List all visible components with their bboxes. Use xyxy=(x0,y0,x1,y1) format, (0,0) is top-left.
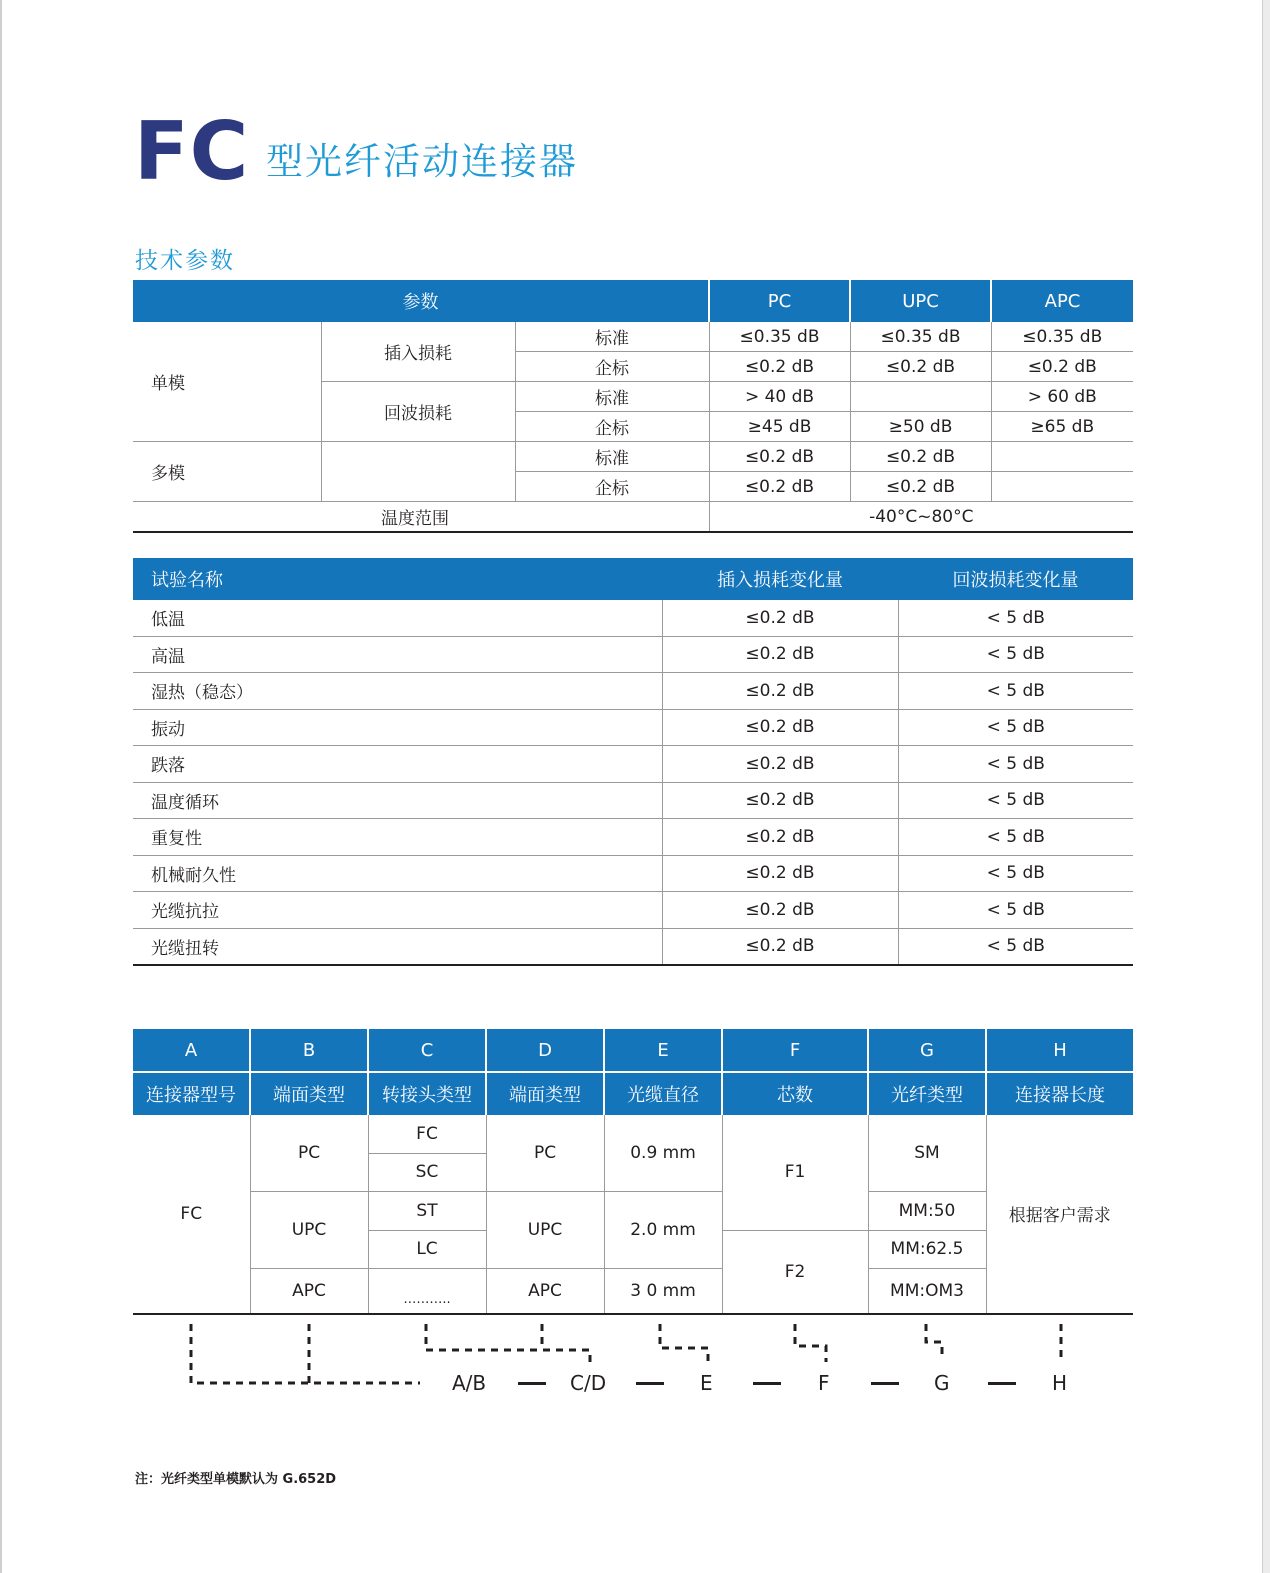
col-letter-c: C xyxy=(368,1029,486,1072)
upc-cell: ≤0.35 dB xyxy=(850,322,991,352)
col-letter-h: H xyxy=(986,1029,1133,1072)
std-cell: 企标 xyxy=(515,472,709,502)
col-letter-f: F xyxy=(722,1029,868,1072)
rl-change: < 5 dB xyxy=(898,709,1133,746)
cable-diameter-cell: 0.9 mm xyxy=(604,1115,722,1192)
single-mode-label: 单模 xyxy=(133,322,321,442)
connector-model-cell: FC xyxy=(133,1115,250,1314)
adapter-cell: SC xyxy=(368,1153,486,1192)
rl-change: < 5 dB xyxy=(898,782,1133,819)
code-cd: C/D xyxy=(570,1371,607,1395)
rl-change: < 5 dB xyxy=(898,892,1133,929)
cable-diameter-cell: 2.0 mm xyxy=(604,1192,722,1269)
insertion-loss-label: 插入损耗 xyxy=(321,322,515,382)
fiber-type-cell: MM:OM3 xyxy=(868,1269,986,1314)
col-letter-b: B xyxy=(250,1029,368,1072)
il-change: ≤0.2 dB xyxy=(662,746,898,783)
connector-length-cell: 根据客户需求 xyxy=(986,1115,1133,1314)
endface-d-cell: PC xyxy=(486,1115,604,1192)
apc-cell xyxy=(991,472,1133,502)
apc-cell: ≤0.2 dB xyxy=(991,352,1133,382)
endface-d-cell: APC xyxy=(486,1269,604,1314)
il-change: ≤0.2 dB xyxy=(662,855,898,892)
col-label-a: 连接器型号 xyxy=(133,1072,250,1115)
rl-change: < 5 dB xyxy=(898,636,1133,673)
return-loss-label: 回波损耗 xyxy=(321,382,515,442)
core-count-cell: F2 xyxy=(722,1230,868,1314)
fiber-type-cell: MM:62.5 xyxy=(868,1230,986,1269)
test-name: 湿热（稳态） xyxy=(133,673,662,710)
col-label-c: 转接头类型 xyxy=(368,1072,486,1115)
code-h: H xyxy=(1052,1371,1068,1395)
pc-cell: ≥45 dB xyxy=(709,412,850,442)
code-e: E xyxy=(700,1371,713,1395)
il-change: ≤0.2 dB xyxy=(662,892,898,929)
adapter-cell: ST xyxy=(368,1192,486,1231)
col-label-e: 光缆直径 xyxy=(604,1072,722,1115)
apc-cell: ≤0.35 dB xyxy=(991,322,1133,352)
section-title: 技术参数 xyxy=(135,248,235,274)
header-upc: UPC xyxy=(850,280,991,322)
footnote: 注：光纤类型单模默认为 G.652D xyxy=(135,1472,337,1487)
upc-cell: ≥50 dB xyxy=(850,412,991,442)
endface-b-cell: PC xyxy=(250,1115,368,1192)
rl-change: < 5 dB xyxy=(898,600,1133,636)
code-separator xyxy=(988,1382,1016,1385)
pc-cell: ≤0.2 dB xyxy=(709,352,850,382)
code-separator xyxy=(753,1382,781,1385)
il-change: ≤0.2 dB xyxy=(662,782,898,819)
rl-change: < 5 dB xyxy=(898,819,1133,856)
test-table xyxy=(133,558,1133,966)
col-label-g: 光纤类型 xyxy=(868,1072,986,1115)
header-param: 参数 xyxy=(133,280,709,322)
rl-change: < 5 dB xyxy=(898,673,1133,710)
il-change: ≤0.2 dB xyxy=(662,819,898,856)
col-letter-a: A xyxy=(133,1029,250,1072)
code-separator xyxy=(636,1382,664,1385)
upc-cell xyxy=(850,382,991,412)
code-f: F xyxy=(818,1371,830,1395)
std-cell: 企标 xyxy=(515,412,709,442)
upc-cell: ≤0.2 dB xyxy=(850,472,991,502)
test-name: 跌落 xyxy=(133,746,662,783)
title-sub: 型光纤活动连接器 xyxy=(266,140,578,183)
test-name: 低温 xyxy=(133,600,662,636)
std-cell: 标准 xyxy=(515,382,709,412)
temp-range-label: 温度范围 xyxy=(321,502,709,533)
apc-cell: ≥65 dB xyxy=(991,412,1133,442)
rl-change: < 5 dB xyxy=(898,746,1133,783)
cable-diameter-cell: 3 0 mm xyxy=(604,1269,722,1314)
pc-cell: > 40 dB xyxy=(709,382,850,412)
col-label-h: 连接器长度 xyxy=(986,1072,1133,1115)
rl-change: < 5 dB xyxy=(898,928,1133,965)
test-name: 重复性 xyxy=(133,819,662,856)
apc-cell: > 60 dB xyxy=(991,382,1133,412)
empty-cell xyxy=(133,502,321,533)
adapter-cell: ……….. xyxy=(368,1269,486,1314)
pc-cell: ≤0.2 dB xyxy=(709,472,850,502)
upc-cell: ≤0.2 dB xyxy=(850,352,991,382)
header-apc: APC xyxy=(991,280,1133,322)
test-name: 光缆抗拉 xyxy=(133,892,662,929)
col-letter-d: D xyxy=(486,1029,604,1072)
header-pc: PC xyxy=(709,280,850,322)
col-letter-g: G xyxy=(868,1029,986,1072)
col-label-b: 端面类型 xyxy=(250,1072,368,1115)
upc-cell: ≤0.2 dB xyxy=(850,442,991,472)
ordering-code-diagram xyxy=(0,1310,1270,1410)
ordering-connector-lines xyxy=(0,1310,1270,1410)
header-test-name: 试验名称 xyxy=(133,558,662,600)
col-letter-e: E xyxy=(604,1029,722,1072)
adapter-cell: LC xyxy=(368,1230,486,1269)
il-change: ≤0.2 dB xyxy=(662,928,898,965)
code-separator xyxy=(518,1382,546,1385)
endface-b-cell: UPC xyxy=(250,1192,368,1269)
std-cell: 标准 xyxy=(515,442,709,472)
std-cell: 企标 xyxy=(515,352,709,382)
ordering-table xyxy=(133,1029,1133,1315)
endface-d-cell: UPC xyxy=(486,1192,604,1269)
col-label-f: 芯数 xyxy=(722,1072,868,1115)
temp-range-value: -40°C~80°C xyxy=(709,502,1133,533)
empty-cell xyxy=(321,442,515,502)
il-change: ≤0.2 dB xyxy=(662,636,898,673)
il-change: ≤0.2 dB xyxy=(662,600,898,636)
multi-mode-label: 多模 xyxy=(133,442,321,502)
il-change: ≤0.2 dB xyxy=(662,709,898,746)
fiber-type-cell: SM xyxy=(868,1115,986,1192)
test-name: 光缆扭转 xyxy=(133,928,662,965)
adapter-cell: FC xyxy=(368,1115,486,1153)
rl-change: < 5 dB xyxy=(898,855,1133,892)
endface-b-cell: APC xyxy=(250,1269,368,1314)
code-ab: A/B xyxy=(452,1371,487,1395)
code-g: G xyxy=(934,1371,950,1395)
header-rl-change: 回波损耗变化量 xyxy=(898,558,1133,600)
test-name: 振动 xyxy=(133,709,662,746)
pc-cell: ≤0.2 dB xyxy=(709,442,850,472)
pc-cell: ≤0.35 dB xyxy=(709,322,850,352)
fiber-type-cell: MM:50 xyxy=(868,1192,986,1231)
test-name: 高温 xyxy=(133,636,662,673)
test-name: 机械耐久性 xyxy=(133,855,662,892)
apc-cell xyxy=(991,442,1133,472)
col-label-d: 端面类型 xyxy=(486,1072,604,1115)
header-il-change: 插入损耗变化量 xyxy=(662,558,898,600)
spec-table xyxy=(133,280,1133,533)
il-change: ≤0.2 dB xyxy=(662,673,898,710)
core-count-cell: F1 xyxy=(722,1115,868,1230)
std-cell: 标准 xyxy=(515,322,709,352)
test-name: 温度循环 xyxy=(133,782,662,819)
code-separator xyxy=(871,1382,899,1385)
title-main: FC xyxy=(134,105,250,198)
